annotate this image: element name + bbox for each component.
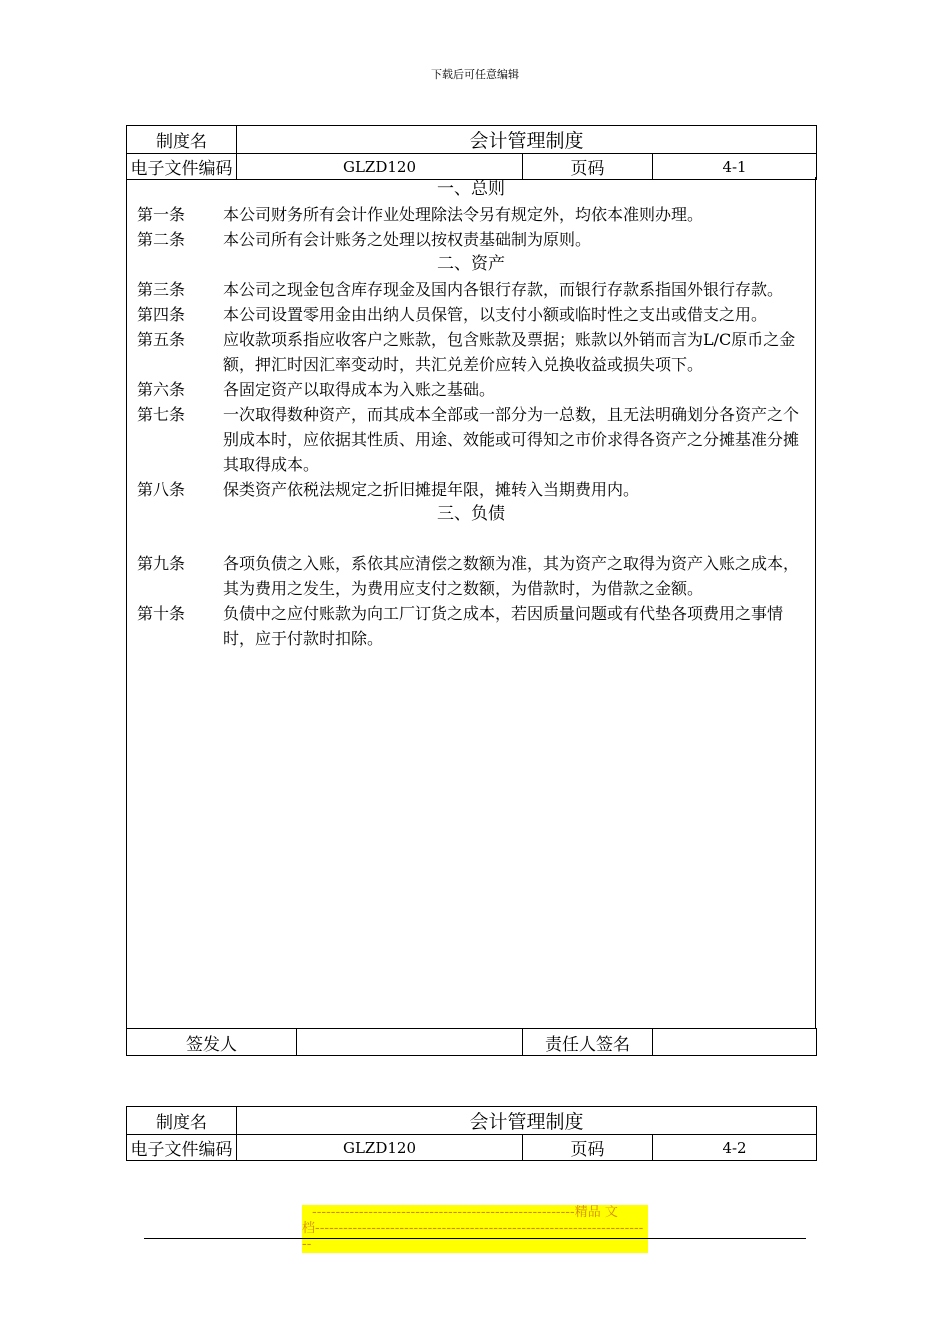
issuer-value	[297, 1029, 523, 1056]
article	[127, 227, 815, 252]
article	[127, 402, 815, 477]
article	[127, 377, 815, 402]
page-label: 页码	[523, 1135, 653, 1161]
banner-line-1: --------------------------------------------------------精品 文	[312, 1205, 618, 1220]
article	[127, 477, 815, 502]
issuer-label: 签发人	[127, 1029, 297, 1056]
top-note: 下载后可任意编辑	[431, 68, 519, 81]
article-number: 第三条	[137, 280, 186, 299]
article-text: 各固定资产以取得成本为入账之基础。	[223, 380, 496, 399]
article-text: 本公司设置零用金由出纳人员保管，以支付小额或临时性之支出或借支之用。	[223, 305, 768, 324]
file-code-value: GLZD120	[237, 1135, 523, 1161]
document-title: 会计管理制度	[237, 1107, 817, 1135]
article-text: 本公司财务所有会计作业处理除法令另有规定外，均依本准则办理。	[223, 205, 704, 224]
article-number: 第四条	[137, 305, 186, 324]
responsible-value	[653, 1029, 817, 1056]
page-label: 页码	[523, 154, 653, 180]
article-number: 第五条	[137, 330, 186, 349]
article-number: 第九条	[137, 554, 186, 573]
article	[127, 202, 815, 227]
article	[127, 302, 815, 327]
article-number: 第一条	[137, 205, 186, 224]
article-text: 一次取得数种资产，而其成本全部或一部分为一总数，且无法明确划分各资产之个别成本时，应依据其性质、用途、效能或可得知之市价求得各资产之分摊基准分摊其取得成本。	[223, 405, 800, 474]
document-header-table	[126, 125, 817, 180]
article-text: 负债中之应付账款为向工厂订货之成本，若因质量问题或有代垫各项费用之事情时，应于付款时扣除。	[223, 604, 784, 648]
article-text: 本公司所有会计账务之处理以按权责基础制为原则。	[223, 230, 592, 249]
article	[127, 601, 815, 651]
document-title: 会计管理制度	[237, 126, 817, 154]
name-label: 制度名	[127, 1107, 237, 1135]
article-text: 本公司之现金包含库存现金及国内各银行存款，而银行存款系指国外银行存款。	[223, 280, 784, 299]
section-heading: 三、负债	[437, 504, 505, 524]
article-number: 第二条	[137, 230, 186, 249]
article	[127, 277, 815, 302]
article	[127, 327, 815, 377]
article	[127, 551, 815, 601]
article-number: 第七条	[137, 405, 186, 424]
name-label: 制度名	[127, 126, 237, 154]
article-text: 各项负债之入账，系依其应清偿之数额为准，其为资产之取得为资产入账之成本，其为费用之发生，为费用应支付之数额，为借款时，为借款之金额。	[223, 554, 800, 598]
file-code-label: 电子文件编码	[127, 154, 237, 180]
file-code-label: 电子文件编码	[127, 1135, 237, 1161]
article-number: 第十条	[137, 604, 186, 623]
article-number: 第六条	[137, 380, 186, 399]
section-heading: 二、资产	[437, 254, 505, 274]
page-value: 4-1	[653, 154, 817, 180]
banner-line-2: 档------------------------------------------------------------------------	[302, 1221, 644, 1252]
footer-divider	[144, 1238, 806, 1239]
responsible-label: 责任人签名	[523, 1029, 653, 1056]
article-text: 保类资产依税法规定之折旧摊提年限，摊转入当期费用内。	[223, 480, 640, 499]
signature-table	[126, 1028, 817, 1056]
page-value: 4-2	[653, 1135, 817, 1161]
file-code-value: GLZD120	[237, 154, 523, 180]
document-header-table-2	[126, 1106, 817, 1161]
regulation-body	[126, 177, 816, 1028]
article-number: 第八条	[137, 480, 186, 499]
footer-banner	[302, 1205, 648, 1253]
article-text: 应收款项系指应收客户之账款，包含账款及票据；账款以外销而言为L/C原币之金额，押汇时因汇率变动时，共汇兑差价应转入兑换收益或损失项下。	[223, 330, 796, 374]
section-heading: 一、总则	[437, 179, 505, 199]
